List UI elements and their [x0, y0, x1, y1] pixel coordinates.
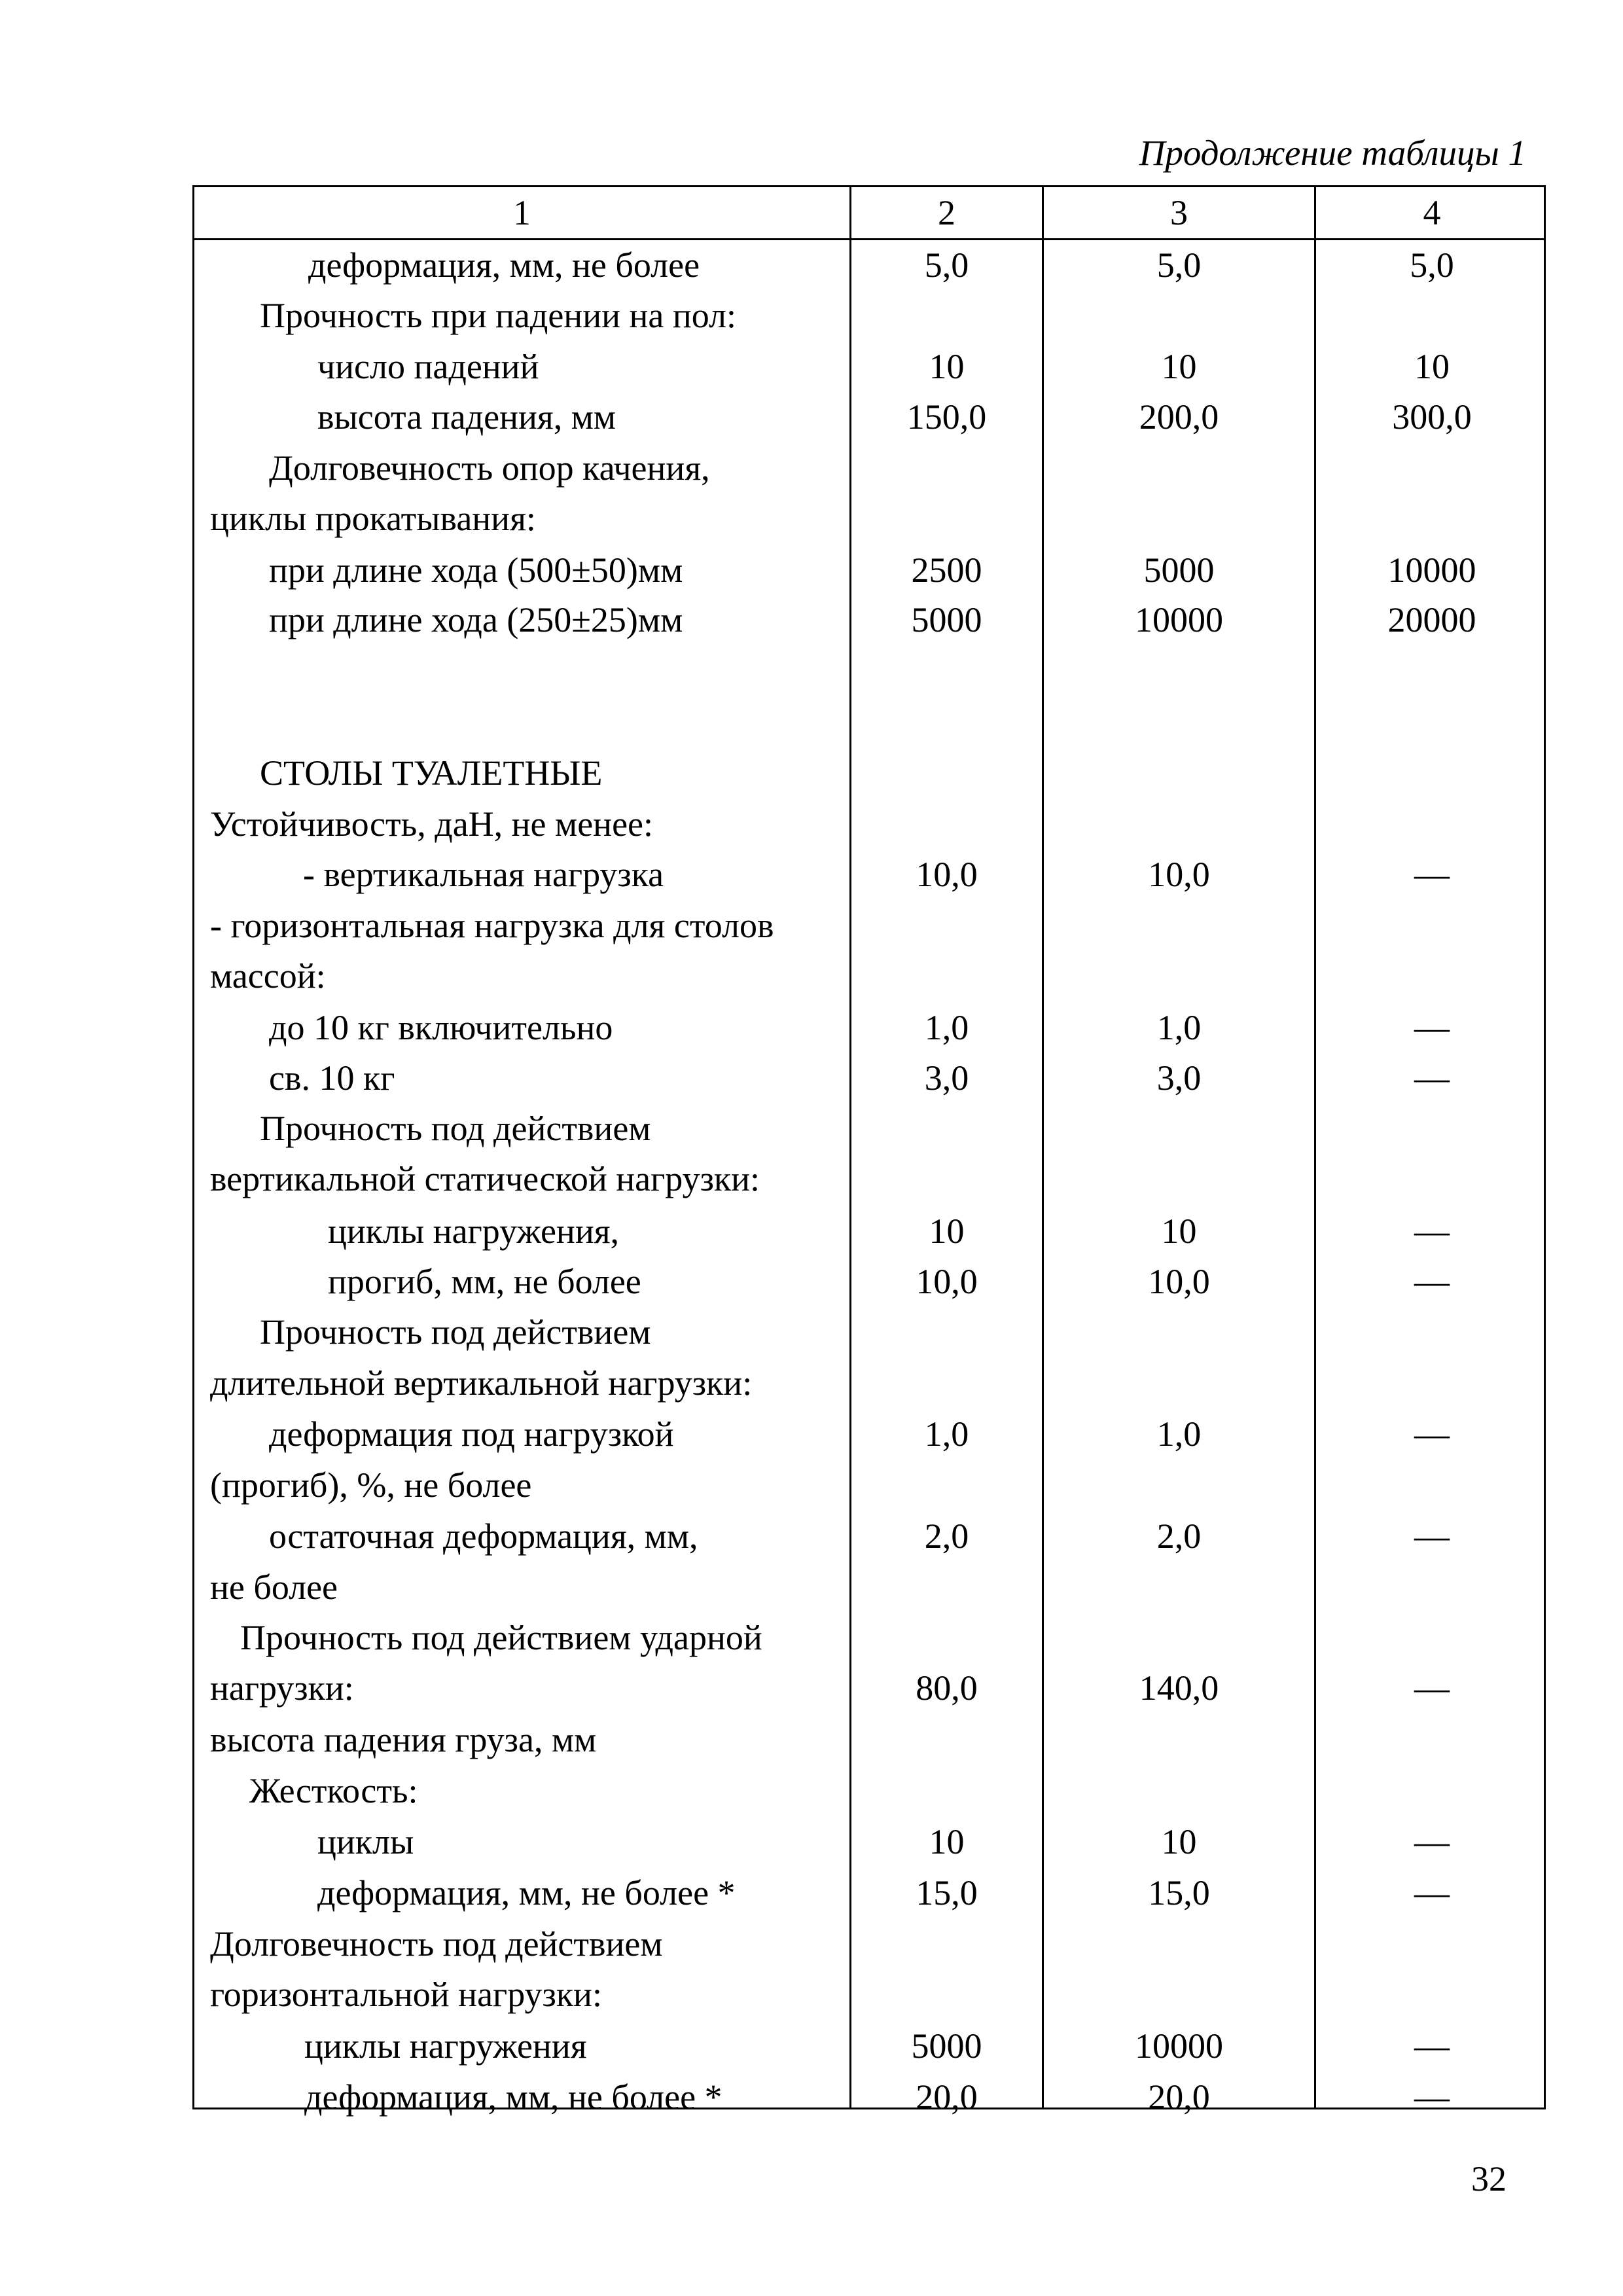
cell-col-3: 10000 [1135, 600, 1223, 639]
table-row [194, 1765, 1544, 1816]
cell-col-4 [1316, 1969, 1548, 2020]
row-label: остаточная деформация, мм, [269, 1516, 698, 1556]
row-label: высота падения груза, мм [210, 1720, 597, 1759]
table-caption: Продолжение таблицы 1 [1139, 133, 1526, 173]
table-row [194, 747, 1544, 798]
cell-col-3: 200,0 [1139, 397, 1219, 437]
cell-col-2 [851, 1765, 1042, 1816]
cell-col-3 [1044, 290, 1314, 341]
table-row [194, 1511, 1544, 1562]
cell-col-4 [1316, 1562, 1548, 1613]
cell-col-3: 140,0 [1139, 1668, 1219, 1708]
cell-col-2 [851, 798, 1042, 850]
table-row [194, 1612, 1544, 1663]
cell-col-4 [1316, 1357, 1548, 1408]
cell-col-4: — [1414, 1211, 1450, 1251]
table-row [194, 1002, 1544, 1053]
cell-col-3: 10,0 [1148, 855, 1210, 894]
row-label: Прочность под действием [260, 1312, 651, 1352]
table-row [194, 1562, 1544, 1613]
row-label: при длине хода (250±25)мм [269, 600, 683, 639]
cell-col-4: — [1414, 1873, 1450, 1912]
row-label: Прочность под действием [260, 1109, 651, 1148]
table-row [194, 1357, 1544, 1408]
row-label: массой: [210, 956, 326, 996]
cell-col-4 [1316, 1460, 1548, 1511]
table-row [194, 341, 1544, 392]
cell-col-2: 80,0 [916, 1668, 978, 1708]
row-label: св. 10 кг [269, 1058, 395, 1098]
cell-col-3 [1044, 747, 1314, 798]
row-label: - вертикальная нагрузка [303, 855, 664, 894]
cell-col-4: — [1414, 1668, 1450, 1708]
cell-col-2 [851, 1153, 1042, 1204]
table-row [194, 849, 1544, 900]
cell-col-2 [851, 1306, 1042, 1357]
cell-col-2: 5000 [911, 2026, 982, 2066]
cell-col-3 [1044, 1103, 1314, 1154]
table-row [194, 442, 1544, 493]
table-row [194, 798, 1544, 850]
cell-col-3: 1,0 [1156, 1008, 1202, 1047]
cell-col-4 [1316, 798, 1548, 850]
table-row [194, 1969, 1544, 2020]
row-label: циклы [317, 1822, 414, 1861]
table-row [194, 1052, 1544, 1103]
row-label: Жесткость: [249, 1771, 418, 1810]
cell-col-2: 10 [929, 1211, 965, 1251]
table-row [194, 1662, 1544, 1713]
cell-col-2 [851, 1918, 1042, 1969]
cell-col-4: — [1414, 1008, 1450, 1047]
cell-col-4 [1316, 1103, 1548, 1154]
cell-col-4: — [1414, 1822, 1450, 1861]
cell-col-2: 10 [929, 347, 965, 386]
cell-col-3 [1044, 442, 1314, 493]
cell-col-3 [1044, 1153, 1314, 1204]
cell-col-3 [1044, 1765, 1314, 1816]
cell-col-4: 20000 [1387, 600, 1476, 639]
cell-col-3: 2,0 [1156, 1516, 1202, 1556]
cell-col-4 [1316, 1918, 1548, 1969]
table-row [194, 950, 1544, 1001]
cell-col-4 [1316, 1153, 1548, 1204]
table-row [194, 1256, 1544, 1307]
table-row [194, 1867, 1544, 1918]
cell-col-3: 10 [1161, 1822, 1197, 1861]
cell-col-3 [1044, 1562, 1314, 1613]
table-row [194, 1816, 1544, 1867]
cell-col-3 [1044, 1969, 1314, 2020]
cell-col-3: 10,0 [1148, 1262, 1210, 1301]
row-label: длительной вертикальной нагрузки: [210, 1363, 753, 1403]
table-row [194, 2072, 1544, 2123]
cell-col-4 [1316, 493, 1548, 544]
cell-col-2 [851, 950, 1042, 1001]
cell-col-2: 5,0 [924, 245, 969, 285]
column-header-1: 1 [513, 193, 531, 232]
table-row [194, 1918, 1544, 1969]
row-label: горизонтальной нагрузки: [210, 1975, 602, 2014]
cell-col-4 [1316, 442, 1548, 493]
cell-col-4: — [1414, 1262, 1450, 1301]
cell-col-2 [851, 1969, 1042, 2020]
cell-col-3 [1044, 900, 1314, 951]
table-row [194, 594, 1544, 645]
cell-col-4: 5,0 [1410, 245, 1454, 285]
cell-col-3: 20,0 [1148, 2077, 1210, 2117]
data-table [192, 185, 1546, 2117]
row-label: нагрузки: [210, 1668, 354, 1708]
row-label: Прочность под действием ударной [240, 1618, 762, 1657]
cell-col-4: 300,0 [1392, 397, 1472, 437]
table-row [194, 1206, 1544, 1257]
cell-col-3: 1,0 [1156, 1414, 1202, 1454]
column-header-4: 4 [1423, 193, 1441, 232]
cell-col-2: 1,0 [924, 1414, 969, 1454]
cell-col-2 [851, 747, 1042, 798]
cell-col-4: — [1414, 855, 1450, 894]
cell-col-3 [1044, 1460, 1314, 1511]
cell-col-2 [851, 1460, 1042, 1511]
table-row [194, 2020, 1544, 2072]
cell-col-4: — [1414, 2077, 1450, 2117]
cell-col-4: — [1414, 1516, 1450, 1556]
row-label: (прогиб), %, не более [210, 1465, 532, 1505]
cell-col-4: — [1414, 2026, 1450, 2066]
cell-col-3 [1044, 1306, 1314, 1357]
row-label: до 10 кг включительно [269, 1008, 613, 1047]
table-row [194, 900, 1544, 951]
cell-col-3: 5000 [1143, 550, 1215, 590]
row-label: Долговечность под действием [210, 1924, 663, 1964]
cell-col-2 [851, 1357, 1042, 1408]
cell-col-4: — [1414, 1414, 1450, 1454]
row-label: число падений [317, 347, 539, 386]
cell-col-3 [1044, 798, 1314, 850]
cell-col-3 [1044, 493, 1314, 544]
row-label: циклы прокатывания: [210, 499, 536, 538]
cell-col-2: 5000 [911, 600, 982, 639]
table-row [194, 1408, 1544, 1460]
table-row [194, 1460, 1544, 1511]
cell-col-2 [851, 1562, 1042, 1613]
cell-col-2 [851, 290, 1042, 341]
row-label: циклы нагружения, [328, 1211, 620, 1251]
cell-col-4: — [1414, 1058, 1450, 1098]
cell-col-2 [851, 1714, 1042, 1765]
cell-col-2: 15,0 [916, 1873, 978, 1912]
table-row [194, 1714, 1544, 1765]
column-header-2: 2 [938, 193, 955, 232]
row-label: при длине хода (500±50)мм [269, 550, 683, 590]
table-row [194, 391, 1544, 442]
cell-col-4 [1316, 900, 1548, 951]
table-row [194, 1103, 1544, 1154]
table-row [194, 240, 1544, 291]
row-label: циклы нагружения [304, 2026, 587, 2066]
column-header-3: 3 [1170, 193, 1188, 232]
page-number: 32 [1471, 2159, 1507, 2198]
cell-col-2: 10,0 [916, 855, 978, 894]
row-label: не более [210, 1568, 338, 1607]
cell-col-2: 150,0 [906, 397, 987, 437]
row-label: - горизонтальная нагрузка для столов [210, 906, 774, 945]
cell-col-4 [1316, 747, 1548, 798]
row-label: СТОЛЫ ТУАЛЕТНЫЕ [260, 753, 603, 793]
cell-col-4 [1316, 1714, 1548, 1765]
cell-col-4 [1316, 290, 1548, 341]
row-label: Прочность при падении на пол: [260, 296, 736, 335]
cell-col-2: 3,0 [924, 1058, 969, 1098]
cell-col-4 [1316, 1765, 1548, 1816]
cell-col-3: 15,0 [1148, 1873, 1210, 1912]
cell-col-2 [851, 1103, 1042, 1154]
cell-col-2 [851, 442, 1042, 493]
cell-col-3: 3,0 [1156, 1058, 1202, 1098]
cell-col-2: 10 [929, 1822, 965, 1861]
row-label: прогиб, мм, не более [328, 1262, 641, 1301]
cell-col-2: 1,0 [924, 1008, 969, 1047]
table-row [194, 493, 1544, 544]
cell-col-4 [1316, 1612, 1548, 1663]
cell-col-4 [1316, 950, 1548, 1001]
cell-col-3: 5,0 [1156, 245, 1202, 285]
cell-col-3 [1044, 1918, 1314, 1969]
cell-col-3: 10000 [1135, 2026, 1223, 2066]
cell-col-4: 10 [1414, 347, 1450, 386]
cell-col-4: 10000 [1387, 550, 1476, 590]
cell-col-3 [1044, 1714, 1314, 1765]
row-label: деформация, мм, не более * [304, 2077, 722, 2117]
cell-col-2: 2500 [911, 550, 982, 590]
cell-col-2: 10,0 [916, 1262, 978, 1301]
cell-col-2 [851, 1612, 1042, 1663]
row-label: Долговечность опор качения, [269, 448, 710, 488]
table-row [194, 1306, 1544, 1357]
table-row [194, 545, 1544, 596]
row-label: деформация, мм, не более * [317, 1873, 736, 1912]
cell-col-3: 10 [1161, 347, 1197, 386]
cell-col-2: 20,0 [916, 2077, 978, 2117]
row-label: вертикальной статической нагрузки: [210, 1159, 760, 1198]
cell-col-2: 2,0 [924, 1516, 969, 1556]
table-row [194, 1153, 1544, 1204]
cell-col-3 [1044, 950, 1314, 1001]
row-label: деформация под нагрузкой [269, 1414, 674, 1454]
cell-col-2 [851, 493, 1042, 544]
row-label: Устойчивость, даН, не менее: [210, 804, 654, 844]
cell-col-3 [1044, 1612, 1314, 1663]
cell-col-4 [1316, 1306, 1548, 1357]
row-label: деформация, мм, не более [308, 245, 700, 285]
cell-col-3: 10 [1161, 1211, 1197, 1251]
row-label: высота падения, мм [317, 397, 616, 437]
cell-col-3 [1044, 1357, 1314, 1408]
cell-col-2 [851, 900, 1042, 951]
table-row [194, 290, 1544, 341]
